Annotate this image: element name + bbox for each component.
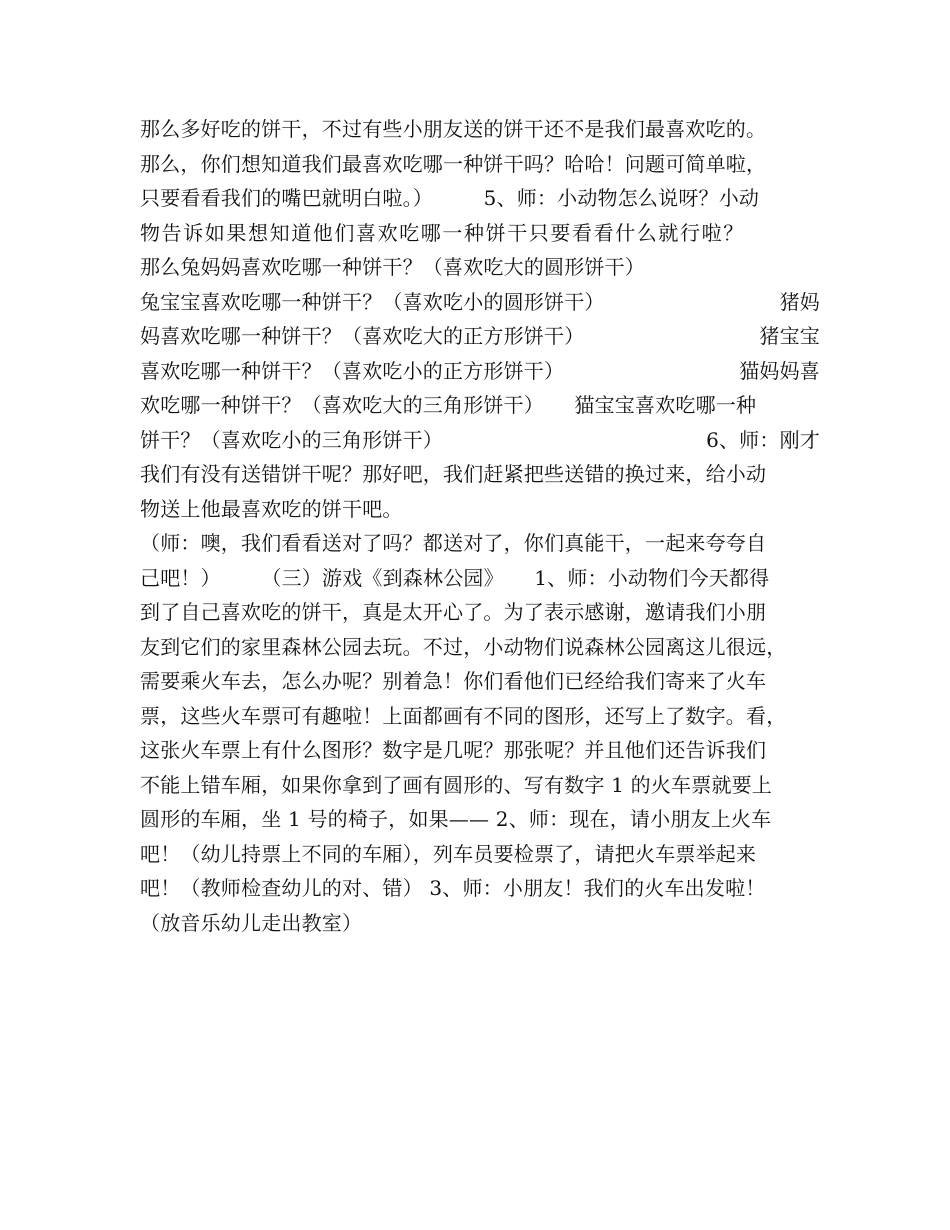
text-line: 物告诉如果想知道他们喜欢吃哪一种饼干只要看看什么就行啦？ [140, 220, 745, 245]
text-line: 那么兔妈妈喜欢吃哪一种饼干？（喜欢吃大的圆形饼干） [140, 255, 645, 279]
text-line: 到了自己喜欢吃的饼干，真是太开心了。为了表示感谢，邀请我们小朋 [140, 600, 767, 624]
text-line: 吧！（教师检查幼儿的对、错） 3、师：小朋友！我们的火车出发啦！ [140, 876, 766, 900]
text-segment: 6、师：刚才 [706, 427, 820, 452]
text-line: 需要乘火车去，怎么办呢？别着急！你们看他们已经给我们寄来了火车 [140, 669, 767, 693]
text-line: 只要看看我们的嘴巴就明白啦。） 5、师：小动物怎么说呀？小动 [140, 186, 760, 210]
text-line: 友到它们的家里森林公园去玩。不过，小动物们说森林公园离这儿很远， [140, 634, 787, 659]
text-segment: 猪宝宝 [759, 324, 820, 348]
text-segment: 妈喜欢吃哪一种饼干？（喜欢吃大的正方形饼干） [140, 324, 585, 348]
text-line: （师：噢，我们看看送对了吗？都送对了，你们真能干，一起来夸夸自 [140, 531, 767, 555]
text-line: 圆形的车厢，坐 1 号的椅子，如果—— 2、师：现在，请小朋友上火车 [140, 807, 772, 831]
text-segment: 喜欢吃哪一种饼干？（喜欢吃小的正方形饼干） [140, 358, 565, 383]
text-line: 物送上他最喜欢吃的饼干吧。 [140, 496, 403, 521]
text-line [140, 354, 820, 389]
text-line: （放音乐幼儿走出教室） [140, 910, 363, 935]
text-line: 那么多好吃的饼干，不过有些小朋友送的饼干还不是我们最喜欢吃的。 [140, 117, 767, 141]
text-line: 吧！（幼儿持票上不同的车厢），列车员要检票了，请把火车票举起来 [140, 841, 757, 866]
text-line: 那么，你们想知道我们最喜欢吃哪一种饼干吗？哈哈！问题可简单啦， [140, 151, 767, 176]
text-line [140, 423, 820, 458]
text-line: 己吧！） （三）游戏《到森林公园》 1、师：小动物们今天都得 [140, 565, 770, 590]
text-line: 不能上错车厢，如果你拿到了画有圆形的、写有数字 1 的火车票就要上 [140, 772, 773, 797]
text-segment: 饼干？（喜欢吃小的三角形饼干） [140, 427, 443, 452]
text-line [140, 319, 820, 354]
text-line: 这张火车票上有什么图形？数字是几呢？那张呢？并且他们还告诉我们 [140, 738, 767, 762]
text-segment: 猪妈 [779, 289, 820, 314]
text-segment: 兔宝宝喜欢吃哪一种饼干？（喜欢吃小的圆形饼干） [140, 289, 605, 314]
text-line: 欢吃哪一种饼干？（喜欢吃大的三角形饼干） 猫宝宝喜欢吃哪一种 [140, 393, 757, 417]
body-text [140, 112, 820, 940]
text-line: 我们有没有送错饼干呢？那好吧，我们赶紧把些送错的换过来，给小动 [140, 462, 767, 486]
text-line: 票，这些火车票可有趣啦！上面都画有不同的图形，还写上了数字。看， [140, 703, 787, 728]
text-segment: 猫妈妈喜 [739, 358, 820, 383]
text-line [140, 285, 820, 320]
